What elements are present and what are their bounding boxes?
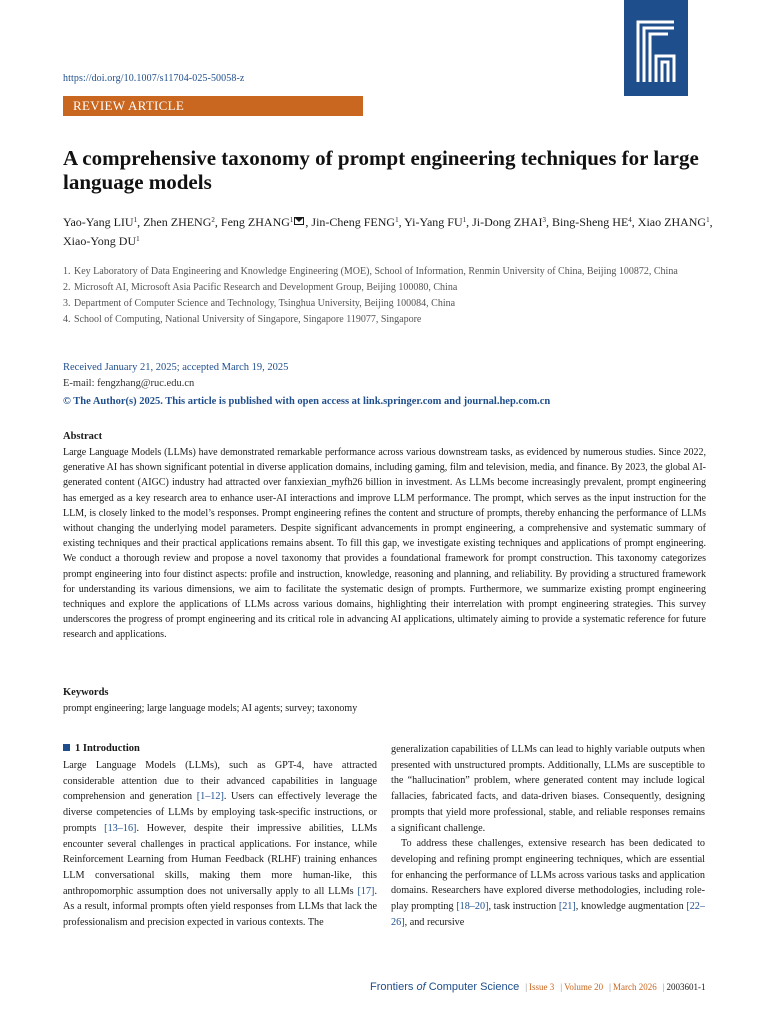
envelope-icon	[294, 217, 304, 225]
author-affiliation-mark: 1	[133, 216, 138, 224]
author-affiliation-mark: 1	[289, 216, 294, 224]
author-affiliation-mark: 1	[136, 235, 140, 243]
body-text: . As a result, informal prompts often yield responses from LLMs that lack the professionalism and precision expected in various contexts. The	[63, 885, 377, 929]
footer-volume: Volume 20	[564, 982, 604, 992]
author-name: Xiao ZHANG	[637, 215, 707, 229]
doi-link[interactable]: https://doi.org/10.1007/s11704-025-50058-z	[63, 73, 245, 84]
author-affiliation-mark: 1	[395, 216, 399, 224]
body-text: . However, despite their impressive abilities, LLMs encounter several challenges in practical applications. For instance, while Reinforcement Learning from Human Feedback (RLHF) training enhances LLM conversational skills, making them more human-like, this anthropomorphic assumption does not universally apply to all LLMs	[63, 822, 377, 897]
citation-link[interactable]: [18–20]	[456, 901, 489, 913]
footer-separator: |	[662, 982, 665, 992]
author-name: Jin-Cheng FENG	[311, 215, 396, 229]
journal-name	[370, 981, 519, 993]
body-text: , knowledge augmentation	[575, 901, 687, 913]
journal-name-prefix: Frontiers	[370, 981, 417, 993]
citation-link[interactable]: [13–16]	[104, 822, 137, 834]
right-column-paragraph-1: generalization capabilities of LLMs can lead to highly variable outputs when presented with unstructured prompts. Additionally, LLMs are susceptible to the “hallucination” problem, where generated content may include logical fallacies, fabricated facts, and data-driven biases. Consequently, designing prompts that yield more professional, stable, and reliable responses remains a significant challenge.	[391, 744, 705, 834]
abstract-heading: Abstract	[63, 431, 103, 442]
author-name: Yi-Yang FU	[404, 215, 463, 229]
copyright-notice: © The Author(s) 2025. This article is published with open access at link.springer.com and journal.hep.com.cn	[63, 396, 551, 407]
author-name: Zhen ZHENG	[143, 215, 212, 229]
affiliation-number: 4.	[63, 314, 71, 325]
section-heading-label: 1 Introduction	[75, 743, 140, 754]
left-column	[63, 758, 377, 931]
footer-separator: |	[560, 982, 563, 992]
right-column	[391, 742, 705, 930]
affiliation-text: School of Computing, National University of Singapore, Singapore 119077, Singapore	[74, 314, 422, 325]
body-text: , task instruction	[488, 901, 559, 913]
affiliation-item	[63, 281, 713, 296]
affiliation-item	[63, 297, 713, 312]
author-affiliation-mark: 2	[211, 216, 215, 224]
footer-article-number: 2003601-1	[666, 982, 706, 992]
affiliation-list	[63, 265, 713, 329]
affiliation-text: Department of Computer Science and Technology, Tsinghua University, Beijing 100084, China	[74, 298, 456, 309]
citation-link[interactable]: [17]	[357, 885, 375, 897]
citation-link[interactable]: [22–26]	[391, 901, 705, 928]
journal-logo	[624, 0, 688, 96]
footer-separator: |	[609, 982, 611, 992]
article-type-banner: REVIEW ARTICLE	[63, 96, 363, 116]
received-dates: Received January 21, 2025; accepted March 19, 2025	[63, 362, 289, 373]
section-heading	[63, 743, 140, 754]
right-column-paragraph-2	[391, 836, 705, 930]
journal-name-of: of	[416, 981, 426, 993]
abstract-text: Large Language Models (LLMs) have demonstrated remarkable performance across various downstream tasks, as evidenced by numerous studies. Since 2022, generative AI has shown significant potential in diverse application domains, including gaming, film and television, media, and finance. By 2023, the global AI-generated content (AIGC) industry had attracted over fanxiexian_myfh26 billion in investment. As LLMs become increasingly prevalent, prompt engineering has emerged as a key research area to enhance user-AI interactions and improve LLM performance. The prompt, which serves as the input instruction for the LLM, is closely linked to the model’s responses. Prompt engineering refines the content and structure of prompts, thereby enhancing the performance of LLMs without changing the underlying model parameters. Despite significant advancements in prompt engineering, a comprehensive and systematic summary of existing techniques and their practical applications remains absent. To fill this gap, we investigate existing techniques and applications of prompt engineering. We conduct a thorough review and propose a novel taxonomy that provides a foundational framework for prompt construction. This taxonomy categorizes prompt engineering into four distinct aspects: profile and instruction, knowledge, reasoning and planning, and reliability. By providing a structured framework for understanding its various dimensions, we aim to facilitate the systematic design of prompts. Furthermore, we summarize existing prompt engineering techniques and explore the applications of LLMs across various domains, highlighting their interrelation with prompt engineering strategies. This survey underscores the progress of prompt engineering and its critical role in advancing AI applications, ultimately aiming to provide a systematic reference for future research and applications.	[63, 447, 706, 641]
affiliation-text: Key Laboratory of Data Engineering and Knowledge Engineering (MOE), School of Information, Renmin University of China, Beijing 100872, China	[74, 266, 678, 277]
body-text: Large Language Models (LLMs), such as GPT-4, have attracted considerable attention due to their advanced capabilities in language comprehension and generation	[63, 760, 377, 803]
keywords-text: prompt engineering; large language models; AI agents; survey; taxonomy	[63, 703, 358, 714]
section-square-icon	[63, 744, 70, 751]
author-name: Feng ZHANG	[220, 215, 290, 229]
body-text: , and recursive	[404, 916, 465, 928]
author-name: Xiao-Yong DU	[63, 234, 137, 248]
author-list: Yao-Yang LIU$^1$, Zhen ZHENG$^2$, Feng ZHANG$^1$ , Jin-Cheng FENG$^1$, Yi-Yang $FU^1$, Ji-Dong ZHAI$^3$, Bing-Sheng $HE^4$, Xiao ZHANG$^1$, Xiao-Yong $DU^1$	[63, 215, 713, 248]
keywords-heading: Keywords	[63, 687, 109, 698]
journal-name-suffix: Computer Science	[425, 981, 520, 993]
affiliation-item	[63, 265, 713, 280]
author-name: Ji-Dong ZHAI	[472, 215, 543, 229]
footer-issue: Issue 3	[529, 982, 555, 992]
footer-date: March 2026	[612, 982, 657, 992]
author-name: Bing-Sheng HE	[551, 215, 629, 229]
page-footer	[370, 977, 706, 995]
author-affiliation-mark: 1	[462, 216, 467, 224]
citation-link[interactable]: [1–12]	[196, 791, 224, 803]
journal-logo-icon	[624, 0, 688, 96]
author-name: Yao-Yang LIU	[63, 215, 134, 229]
citation-link[interactable]: [21]	[558, 901, 576, 913]
affiliation-item	[63, 313, 713, 328]
body-text: To address these challenges, extensive research has been dedicated to developing and refining prompt engineering techniques, which are essential for enhancing the performance of LLMs across various tasks and application domains. Researchers have explored diverse methodologies, including role-play prompting	[391, 838, 705, 913]
author-affiliation-mark: 1	[706, 216, 710, 224]
footer-separator: |	[525, 982, 528, 992]
affiliation-number: 2.	[63, 282, 71, 293]
author-affiliation-mark: 3	[542, 216, 546, 224]
author-affiliation-mark: 4	[628, 216, 632, 224]
affiliation-text: Microsoft AI, Microsoft Asia Pacific Research and Development Group, Beijing 100080, China	[74, 282, 458, 293]
affiliation-number: 3.	[63, 298, 71, 309]
affiliation-number: 1.	[63, 266, 71, 277]
paper-title: A comprehensive taxonomy of prompt engineering techniques for large language models	[63, 146, 699, 194]
body-text: . Users can effectively leverage the diverse competencies of LLMs by employing task-specific instructions, or prompts	[63, 791, 377, 834]
contact-email[interactable]: E-mail: fengzhang@ruc.edu.cn	[63, 378, 195, 389]
left-column-paragraph	[63, 758, 377, 931]
